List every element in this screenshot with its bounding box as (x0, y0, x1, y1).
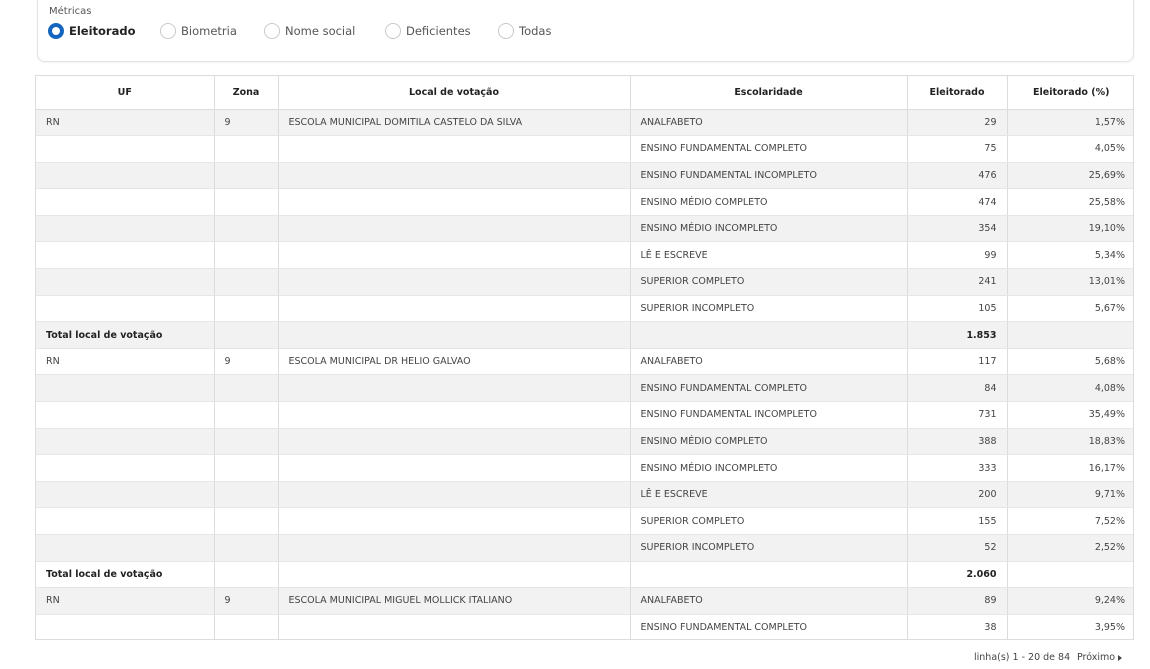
cell-local: ESCOLA MUNICIPAL MIGUEL MOLLICK ITALIANO (278, 588, 630, 615)
cell-escolaridade: ENSINO FUNDAMENTAL COMPLETO (630, 136, 907, 163)
cell-eleitorado: 105 (907, 295, 1007, 322)
column-header-escolaridade[interactable]: Escolaridade (630, 76, 907, 109)
total-row (36, 322, 1134, 349)
cell-uf (36, 295, 214, 322)
cell-zona: 9 (214, 588, 278, 615)
cell-local (278, 375, 630, 402)
cell-uf (36, 215, 214, 242)
cell-uf (36, 269, 214, 296)
cell-uf (36, 189, 214, 216)
radio-circle-icon (498, 23, 514, 39)
cell-eleitorado-pct (1007, 561, 1134, 588)
column-header-zona[interactable]: Zona (214, 76, 278, 109)
cell-eleitorado: 354 (907, 215, 1007, 242)
radio-label: Eleitorado (69, 24, 136, 38)
cell-eleitorado-pct: 4,05% (1007, 136, 1134, 163)
cell-escolaridade: SUPERIOR INCOMPLETO (630, 535, 907, 562)
cell-eleitorado-pct: 3,95% (1007, 614, 1134, 640)
cell-escolaridade: ENSINO MÉDIO COMPLETO (630, 428, 907, 455)
cell-eleitorado-pct: 7,52% (1007, 508, 1134, 535)
table-header-row (36, 76, 1134, 109)
cell-eleitorado-pct: 9,24% (1007, 588, 1134, 615)
cell-uf (36, 614, 214, 640)
table-row (36, 162, 1134, 189)
cell-uf (36, 375, 214, 402)
cell-escolaridade: SUPERIOR COMPLETO (630, 508, 907, 535)
radio-circle-icon (48, 23, 64, 39)
metrics-label: Métricas (49, 6, 92, 17)
cell-eleitorado: 474 (907, 189, 1007, 216)
cell-zona (214, 481, 278, 508)
cell-eleitorado: 117 (907, 348, 1007, 375)
cell-zona (214, 428, 278, 455)
cell-local (278, 455, 630, 482)
table-row (36, 136, 1134, 163)
cell-eleitorado: 241 (907, 269, 1007, 296)
cell-escolaridade: ENSINO FUNDAMENTAL COMPLETO (630, 614, 907, 640)
radio-label: Biometria (181, 24, 237, 38)
cell-escolaridade: ANALFABETO (630, 588, 907, 615)
cell-eleitorado: 200 (907, 481, 1007, 508)
cell-zona (214, 508, 278, 535)
table-row (36, 535, 1134, 562)
cell-zona (214, 535, 278, 562)
cell-escolaridade: SUPERIOR COMPLETO (630, 269, 907, 296)
table-row (36, 614, 1134, 640)
cell-eleitorado: 731 (907, 402, 1007, 429)
cell-uf (36, 402, 214, 429)
cell-zona: 9 (214, 348, 278, 375)
cell-escolaridade: ANALFABETO (630, 109, 907, 136)
table-row (36, 402, 1134, 429)
cell-local (278, 322, 630, 349)
cell-eleitorado: 99 (907, 242, 1007, 269)
cell-escolaridade: LÊ E ESCREVE (630, 242, 907, 269)
cell-uf: RN (36, 109, 214, 136)
cell-zona (214, 561, 278, 588)
cell-uf (36, 428, 214, 455)
cell-eleitorado-pct: 16,17% (1007, 455, 1134, 482)
cell-eleitorado-pct: 1,57% (1007, 109, 1134, 136)
table-row (36, 242, 1134, 269)
cell-zona (214, 455, 278, 482)
cell-escolaridade (630, 322, 907, 349)
radio-eleitorado[interactable] (48, 22, 136, 40)
cell-zona (214, 375, 278, 402)
cell-escolaridade: SUPERIOR INCOMPLETO (630, 295, 907, 322)
cell-eleitorado: 155 (907, 508, 1007, 535)
cell-eleitorado: 476 (907, 162, 1007, 189)
total-row (36, 561, 1134, 588)
radio-deficientes[interactable] (385, 22, 471, 40)
caret-right-icon (1118, 655, 1122, 661)
radio-circle-icon (264, 23, 280, 39)
cell-eleitorado-pct: 5,34% (1007, 242, 1134, 269)
table-row (36, 481, 1134, 508)
cell-uf (36, 481, 214, 508)
cell-eleitorado-pct: 2,52% (1007, 535, 1134, 562)
table-row (36, 375, 1134, 402)
cell-uf (36, 136, 214, 163)
cell-local (278, 136, 630, 163)
table-row (36, 455, 1134, 482)
column-header-uf[interactable]: UF (36, 76, 214, 109)
cell-local (278, 215, 630, 242)
radio-todas[interactable] (498, 22, 551, 40)
cell-eleitorado: 38 (907, 614, 1007, 640)
cell-uf (36, 455, 214, 482)
cell-uf (36, 162, 214, 189)
radio-circle-icon (385, 23, 401, 39)
cell-eleitorado-pct: 9,71% (1007, 481, 1134, 508)
table-row (36, 508, 1134, 535)
cell-escolaridade: ENSINO MÉDIO INCOMPLETO (630, 215, 907, 242)
cell-uf: Total local de votação (36, 561, 214, 588)
table-row (36, 109, 1134, 136)
cell-eleitorado-pct: 19,10% (1007, 215, 1134, 242)
cell-zona (214, 402, 278, 429)
radio-label: Deficientes (406, 24, 471, 38)
cell-eleitorado-pct: 25,58% (1007, 189, 1134, 216)
cell-eleitorado-pct: 35,49% (1007, 402, 1134, 429)
column-header-eleitorado-pct[interactable]: Eleitorado (%) (1007, 76, 1134, 109)
cell-escolaridade: ENSINO FUNDAMENTAL COMPLETO (630, 375, 907, 402)
cell-uf: RN (36, 588, 214, 615)
cell-local (278, 189, 630, 216)
cell-eleitorado-pct: 4,08% (1007, 375, 1134, 402)
cell-local (278, 508, 630, 535)
cell-zona (214, 215, 278, 242)
table-row (36, 269, 1134, 296)
radio-nome-social[interactable] (264, 22, 355, 40)
table-row (36, 348, 1134, 375)
cell-eleitorado-pct: 5,68% (1007, 348, 1134, 375)
cell-escolaridade: ENSINO FUNDAMENTAL INCOMPLETO (630, 162, 907, 189)
cell-local (278, 561, 630, 588)
cell-eleitorado-pct: 5,67% (1007, 295, 1134, 322)
cell-local (278, 162, 630, 189)
cell-eleitorado-pct: 18,83% (1007, 428, 1134, 455)
cell-local (278, 242, 630, 269)
cell-zona (214, 242, 278, 269)
radio-biometria[interactable] (160, 22, 237, 40)
cell-escolaridade: LÊ E ESCREVE (630, 481, 907, 508)
cell-eleitorado: 52 (907, 535, 1007, 562)
cell-escolaridade: ENSINO MÉDIO INCOMPLETO (630, 455, 907, 482)
cell-zona (214, 322, 278, 349)
cell-eleitorado-pct (1007, 322, 1134, 349)
cell-zona (214, 189, 278, 216)
cell-escolaridade: ENSINO FUNDAMENTAL INCOMPLETO (630, 402, 907, 429)
cell-eleitorado: 333 (907, 455, 1007, 482)
column-header-eleitorado[interactable]: Eleitorado (907, 76, 1007, 109)
radio-label: Nome social (285, 24, 356, 38)
table-row (36, 588, 1134, 615)
results-table-container (35, 75, 1134, 640)
next-page-button[interactable] (1077, 652, 1122, 663)
cell-eleitorado: 388 (907, 428, 1007, 455)
table-row (36, 189, 1134, 216)
cell-zona (214, 162, 278, 189)
cell-local (278, 295, 630, 322)
radio-label: Todas (519, 24, 552, 38)
results-table (36, 76, 1134, 640)
cell-local: ESCOLA MUNICIPAL DR HELIO GALVAO (278, 348, 630, 375)
cell-escolaridade: ENSINO MÉDIO COMPLETO (630, 189, 907, 216)
cell-local (278, 402, 630, 429)
cell-escolaridade: ANALFABETO (630, 348, 907, 375)
cell-uf (36, 242, 214, 269)
radio-circle-icon (160, 23, 176, 39)
cell-escolaridade (630, 561, 907, 588)
cell-local (278, 481, 630, 508)
pagination-info: linha(s) 1 - 20 de 84 (974, 652, 1071, 663)
cell-eleitorado: 2.060 (907, 561, 1007, 588)
table-footer (0, 652, 1150, 666)
table-body (36, 109, 1134, 640)
cell-uf (36, 508, 214, 535)
cell-eleitorado: 75 (907, 136, 1007, 163)
cell-zona (214, 295, 278, 322)
cell-zona (214, 614, 278, 640)
table-row (36, 295, 1134, 322)
table-row (36, 215, 1134, 242)
table-row (36, 428, 1134, 455)
cell-eleitorado-pct: 25,69% (1007, 162, 1134, 189)
cell-uf: Total local de votação (36, 322, 214, 349)
cell-zona: 9 (214, 109, 278, 136)
cell-eleitorado: 1.853 (907, 322, 1007, 349)
cell-eleitorado-pct: 13,01% (1007, 269, 1134, 296)
next-page-label: Próximo (1077, 652, 1116, 663)
cell-zona (214, 136, 278, 163)
cell-local (278, 269, 630, 296)
column-header-local[interactable]: Local de votação (278, 76, 630, 109)
cell-local (278, 614, 630, 640)
cell-local (278, 428, 630, 455)
cell-zona (214, 269, 278, 296)
cell-local: ESCOLA MUNICIPAL DOMITILA CASTELO DA SILVA (278, 109, 630, 136)
cell-eleitorado: 29 (907, 109, 1007, 136)
cell-eleitorado: 84 (907, 375, 1007, 402)
cell-uf: RN (36, 348, 214, 375)
cell-local (278, 535, 630, 562)
cell-eleitorado: 89 (907, 588, 1007, 615)
cell-uf (36, 535, 214, 562)
